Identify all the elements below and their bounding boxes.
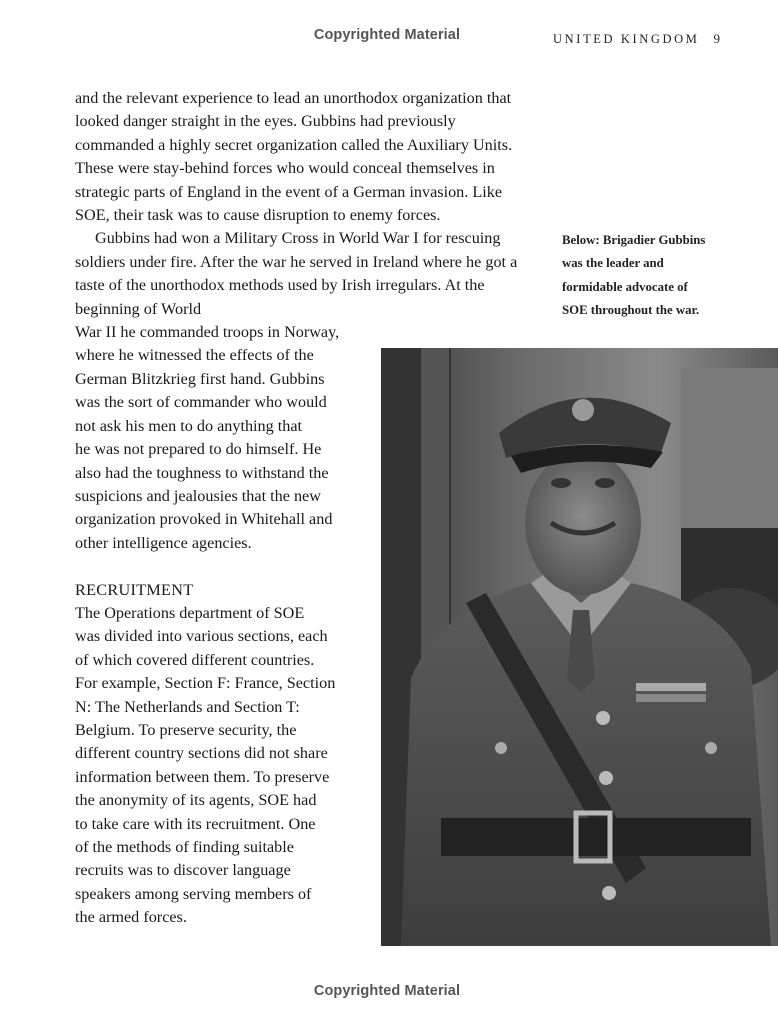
text-line: where he witnessed the effects of the (75, 346, 314, 365)
paragraph-2-wide: Gubbins had won a Military Cross in World War I for rescuing soldiers under fire. After the war he served in Ireland where he got a taste of the unorthodox methods used by Irish irregulars. At the beginning of World (75, 229, 518, 318)
page-number: 9 (713, 31, 720, 46)
running-head (553, 31, 720, 47)
photo-caption (562, 229, 762, 323)
text-line: also had the toughness to withstand the (75, 463, 329, 482)
text-line: was the sort of commander who would (75, 393, 327, 412)
text-line: not ask his men to do anything that (75, 416, 303, 435)
text-line: suspicions and jealousies that the new (75, 486, 321, 505)
paragraph-1: and the relevant experience to lead an unorthodox organization that looked danger straight in the eyes. Gubbins had previously commanded a highly secret organization called the Auxiliary Units. These were stay-behind forces who would conceal themselves in strategic parts of England in the event of a German invasion. Like SOE, their task was to cause disruption to enemy forces. (75, 89, 513, 225)
text-line: the armed forces. (75, 908, 187, 927)
text-line: of which covered different countries. (75, 650, 315, 669)
caption-line: was the leader and (562, 256, 664, 271)
caption-line: SOE throughout the war. (562, 303, 700, 318)
text-line: different country sections did not share (75, 744, 328, 763)
section-heading: RECRUITMENT (75, 580, 194, 599)
text-line: German Blitzkrieg first hand. Gubbins (75, 369, 325, 388)
text-line: the anonymity of its agents, SOE had (75, 791, 317, 810)
copyright-watermark-top: Copyrighted Material (313, 27, 461, 43)
text-line: recruits was to discover language (75, 861, 291, 880)
portrait-illustration (381, 348, 778, 946)
running-head-title: UNITED KINGDOM (553, 32, 700, 46)
text-line: Belgium. To preserve security, the (75, 720, 297, 739)
text-line: The Operations department of SOE (75, 603, 305, 622)
text-line: other intelligence agencies. (75, 533, 252, 552)
text-line: N: The Netherlands and Section T: (75, 697, 300, 716)
text-line: he was not prepared to do himself. He (75, 440, 322, 459)
officer-portrait-photo (381, 348, 778, 946)
text-line: information between them. To preserve (75, 767, 330, 786)
text-line: was divided into various sections, each (75, 627, 328, 646)
text-line: to take care with its recruitment. One (75, 814, 316, 833)
text-line: of the methods of finding suitable (75, 837, 294, 856)
text-line: War II he commanded troops in Norway, (75, 323, 340, 342)
caption-line: Below: Brigadier Gubbins (562, 233, 706, 247)
copyright-watermark-bottom: Copyrighted Material (313, 983, 461, 999)
caption-line: formidable advocate of (562, 279, 688, 294)
text-line: For example, Section F: France, Section (75, 674, 336, 693)
text-line: organization provoked in Whitehall and (75, 510, 333, 529)
text-line: speakers among serving members of (75, 884, 312, 903)
